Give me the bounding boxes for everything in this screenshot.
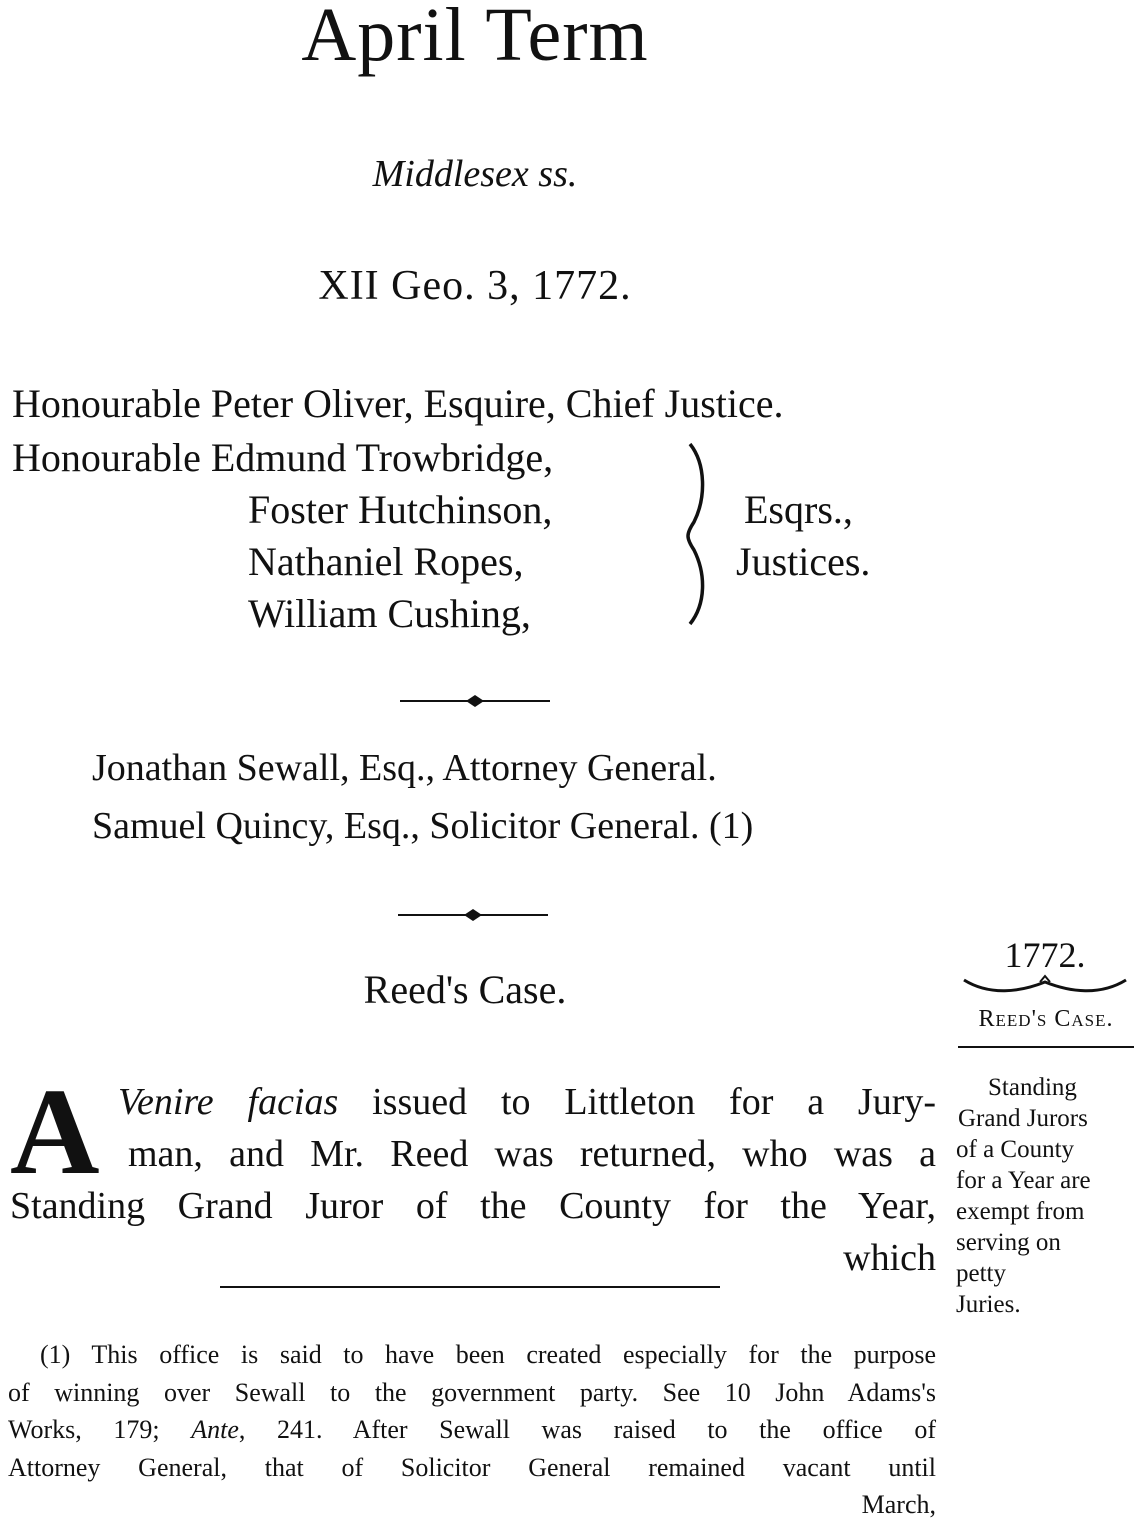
associate-justice-name: Nathaniel Ropes,	[248, 539, 524, 584]
page-title: April Term	[301, 0, 649, 77]
sidenote-divider	[958, 1046, 1134, 1048]
sidenote-line: Standing	[988, 1074, 1077, 1101]
sidenote-line: of a County	[956, 1136, 1075, 1163]
drop-cap: A	[10, 1063, 100, 1200]
case-body-line	[118, 1076, 936, 1128]
footnote-line: Attorney General, that of Solicitor General remained vacant until	[8, 1453, 936, 1482]
footnote-ante: Ante	[191, 1415, 239, 1444]
footnote-line: (1) This office is said to have been created especially for the purpose	[40, 1340, 936, 1369]
case-body-line: which	[843, 1237, 936, 1279]
solicitor-general-line: Samuel Quincy, Esq., Solicitor General. (1)	[92, 805, 754, 847]
sidenote-text	[956, 1072, 1138, 1320]
county-heading: Middlesex ss.	[372, 153, 578, 195]
sidenote-line: for a Year are	[956, 1167, 1091, 1194]
case-body-text: issued to Littleton for a Jury-	[338, 1081, 936, 1123]
sidenote-line: Grand Jurors	[958, 1105, 1088, 1132]
sidenote-case-name: Reed's Case.	[978, 1006, 1114, 1032]
regnal-year: XII Geo. 3, 1772.	[318, 263, 632, 309]
associates-title-esqrs: Esqrs.,	[744, 487, 853, 532]
sidenote-line: exempt from	[956, 1198, 1085, 1225]
ornament-rule-icon	[398, 908, 548, 922]
footnote-text: Works, 179;	[8, 1415, 192, 1444]
brace-icon	[680, 438, 720, 628]
attorney-general-line: Jonathan Sewall, Esq., Attorney General.	[92, 747, 717, 789]
associate-justice-name: Foster Hutchinson,	[248, 487, 553, 532]
sidenote-year: 1772.	[1004, 935, 1086, 975]
associate-justice-first: Honourable Edmund Trowbridge,	[12, 435, 554, 480]
footnote-text: , 241. After Sewall was raised to the office of	[238, 1415, 936, 1444]
chief-justice-line: Honourable Peter Oliver, Esquire, Chief Justice.	[12, 381, 784, 426]
case-title: Reed's Case.	[363, 967, 567, 1012]
footnote-line	[8, 1411, 936, 1448]
case-body-line: man, and Mr. Reed was returned, who was a	[128, 1133, 936, 1175]
sidenote-line: serving on	[956, 1229, 1061, 1256]
footnote-divider	[220, 1286, 720, 1288]
sidenote-line: Juries.	[956, 1291, 1021, 1318]
associates-title-justices: Justices.	[736, 539, 871, 584]
sidenote-line: petty	[956, 1260, 1006, 1287]
ornament-rule-icon	[400, 694, 550, 708]
swash-ornament-icon	[960, 974, 1130, 1000]
footnote-line: of winning over Sewall to the government party. See 10 John Adams's	[8, 1378, 936, 1407]
footnote-line: March,	[861, 1490, 936, 1519]
associate-justice-name: William Cushing,	[248, 591, 531, 636]
latin-writ-name: Venire facias	[118, 1081, 339, 1123]
case-body-line: Standing Grand Juror of the County for the Year,	[10, 1185, 936, 1227]
